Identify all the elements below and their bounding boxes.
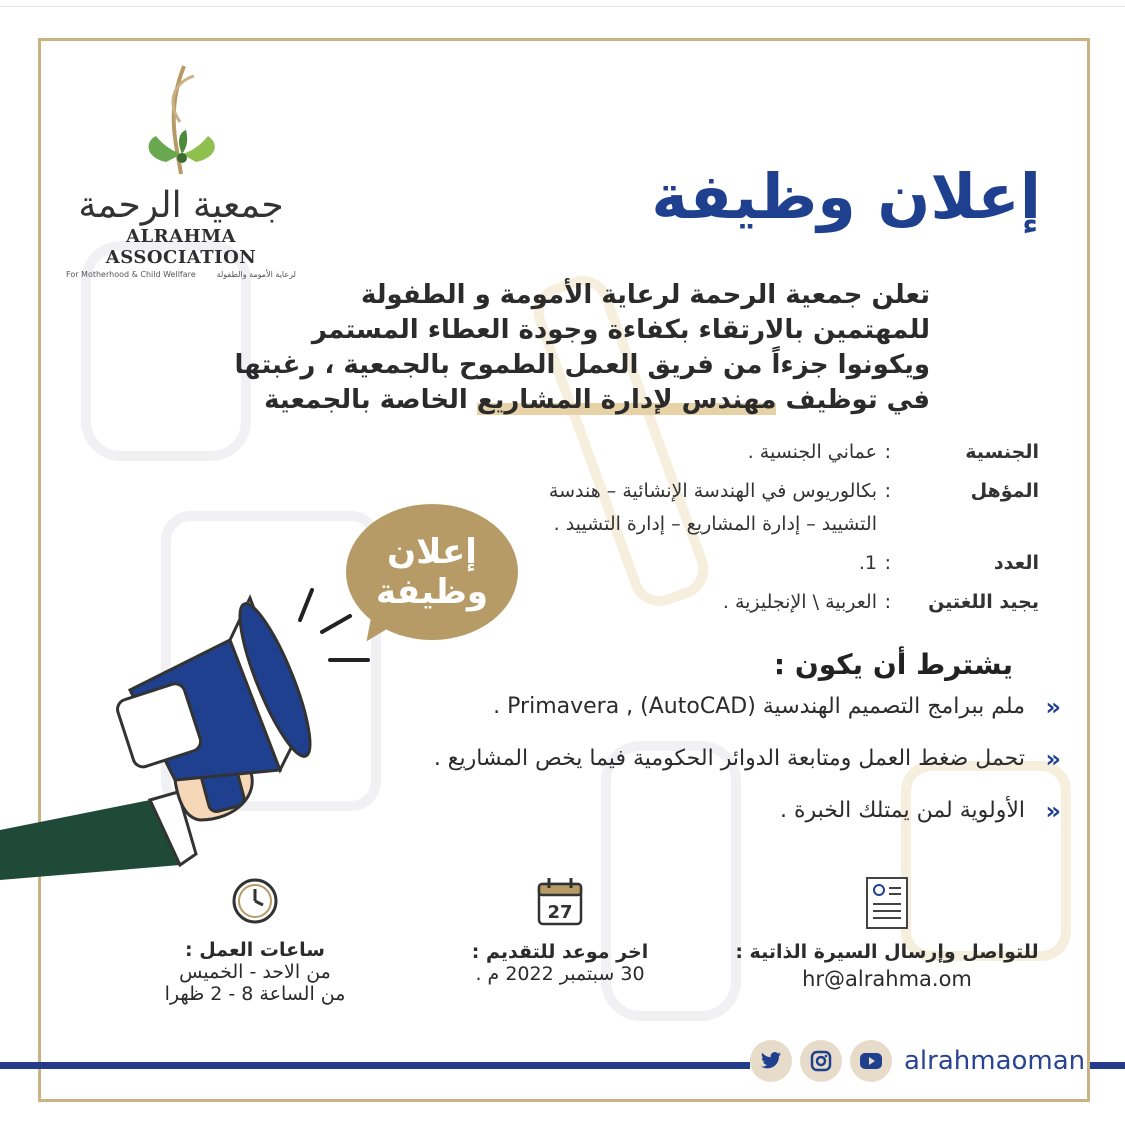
intro-line: للمهتمين بالارتقاء بكفاءة وجودة العطاء المستمر bbox=[311, 315, 930, 345]
hours-block bbox=[140, 876, 370, 1005]
footer-line bbox=[0, 1062, 750, 1069]
detail-colon: : bbox=[884, 591, 891, 613]
intro-line bbox=[190, 383, 930, 418]
page-title: إعلان وظيفة bbox=[651, 160, 1041, 233]
intro-line: ويكونوا جزءاً من فريق العمل الطموح بالجمعية ، رغبتها bbox=[234, 350, 930, 380]
detail-label: العدد bbox=[993, 552, 1039, 574]
contact-block bbox=[727, 876, 1047, 991]
detail-value: العربية \ الإنجليزية . bbox=[722, 591, 877, 613]
detail-label: المؤهل bbox=[970, 480, 1039, 502]
top-divider bbox=[0, 6, 1125, 7]
logo-tagline-ar: لرعاية الأمومة والطفولة bbox=[216, 269, 296, 279]
calendar-day: 27 bbox=[547, 902, 573, 923]
requirements-list bbox=[381, 692, 1061, 848]
deadline-label: اخر موعد للتقديم : bbox=[471, 941, 649, 963]
logo-tagline-en: For Motherhood & Child Wellfare bbox=[66, 269, 196, 279]
requirement-text: ملم ببرامج التصميم الهندسية (AutoCAD) , Primavera . bbox=[493, 694, 1025, 719]
detail-value: 1. bbox=[858, 552, 877, 574]
hours-label: ساعات العمل : bbox=[185, 939, 325, 961]
chevron-left-icon: « bbox=[1045, 693, 1061, 721]
detail-colon: : bbox=[884, 441, 891, 463]
requirement-item bbox=[381, 744, 1061, 774]
resume-icon bbox=[865, 876, 909, 930]
logo-name-english: ALRAHMA ASSOCIATION bbox=[105, 225, 257, 268]
bubble-line: إعلان bbox=[387, 532, 477, 572]
deadline-date: 30 سبتمبر 2022 م . bbox=[475, 963, 645, 985]
megaphone-illustration bbox=[0, 580, 380, 880]
job-title-highlight: مهندس لإدارة المشاريع bbox=[476, 385, 777, 415]
intro-paragraph bbox=[190, 278, 930, 418]
bubble-line: وظيفة bbox=[375, 572, 489, 612]
detail-label: الجنسية bbox=[965, 441, 1039, 463]
detail-label: يجيد اللغتين bbox=[928, 591, 1039, 613]
requirement-item bbox=[381, 796, 1061, 826]
requirement-text: تحمل ضغط العمل ومتابعة الدوائر الحكومية فيما يخص المشاريع . bbox=[433, 746, 1025, 771]
social-bar bbox=[750, 1040, 1085, 1082]
clock-icon bbox=[230, 876, 280, 926]
intro-text: في توظيف bbox=[776, 385, 930, 415]
chevron-left-icon: « bbox=[1045, 797, 1061, 825]
twitter-icon[interactable] bbox=[750, 1040, 792, 1082]
palm-leaf-icon bbox=[136, 62, 226, 182]
instagram-icon[interactable] bbox=[800, 1040, 842, 1082]
requirements-title: يشترط أن يكون : bbox=[773, 648, 1013, 681]
chevron-left-icon: « bbox=[1045, 745, 1061, 773]
contact-email[interactable]: hr@alrahma.om bbox=[802, 967, 972, 991]
deadline-block bbox=[440, 876, 680, 985]
contact-label: للتواصل وإرسال السيرة الذاتية : bbox=[735, 941, 1039, 963]
hours-days: من الاحد - الخميس bbox=[179, 961, 331, 983]
detail-colon: : bbox=[884, 480, 891, 502]
requirement-text: الأولوية لمن يمتلك الخبرة . bbox=[779, 798, 1025, 823]
hours-time: من الساعة 8 - 2 ظهرا bbox=[164, 983, 346, 1005]
requirement-item bbox=[381, 692, 1061, 722]
calendar-icon bbox=[537, 876, 583, 926]
footer-line-end bbox=[1090, 1062, 1125, 1069]
youtube-icon[interactable] bbox=[850, 1040, 892, 1082]
detail-value: بكالوريوس في الهندسة الإنشائية – هندسة التشييد – إدارة المشاريع – إدارة التشييد . bbox=[548, 480, 877, 535]
detail-value: عماني الجنسية . bbox=[747, 441, 877, 463]
intro-text: الخاصة بالجمعية bbox=[264, 385, 477, 415]
association-logo bbox=[66, 62, 296, 279]
detail-colon: : bbox=[884, 552, 891, 574]
social-handle[interactable]: alrahmaoman bbox=[904, 1046, 1086, 1076]
logo-name-arabic: جمعية الرحمة bbox=[78, 185, 284, 226]
detail-nationality bbox=[399, 436, 1039, 469]
intro-line: تعلن جمعية الرحمة لرعاية الأمومة و الطفولة bbox=[360, 280, 930, 310]
